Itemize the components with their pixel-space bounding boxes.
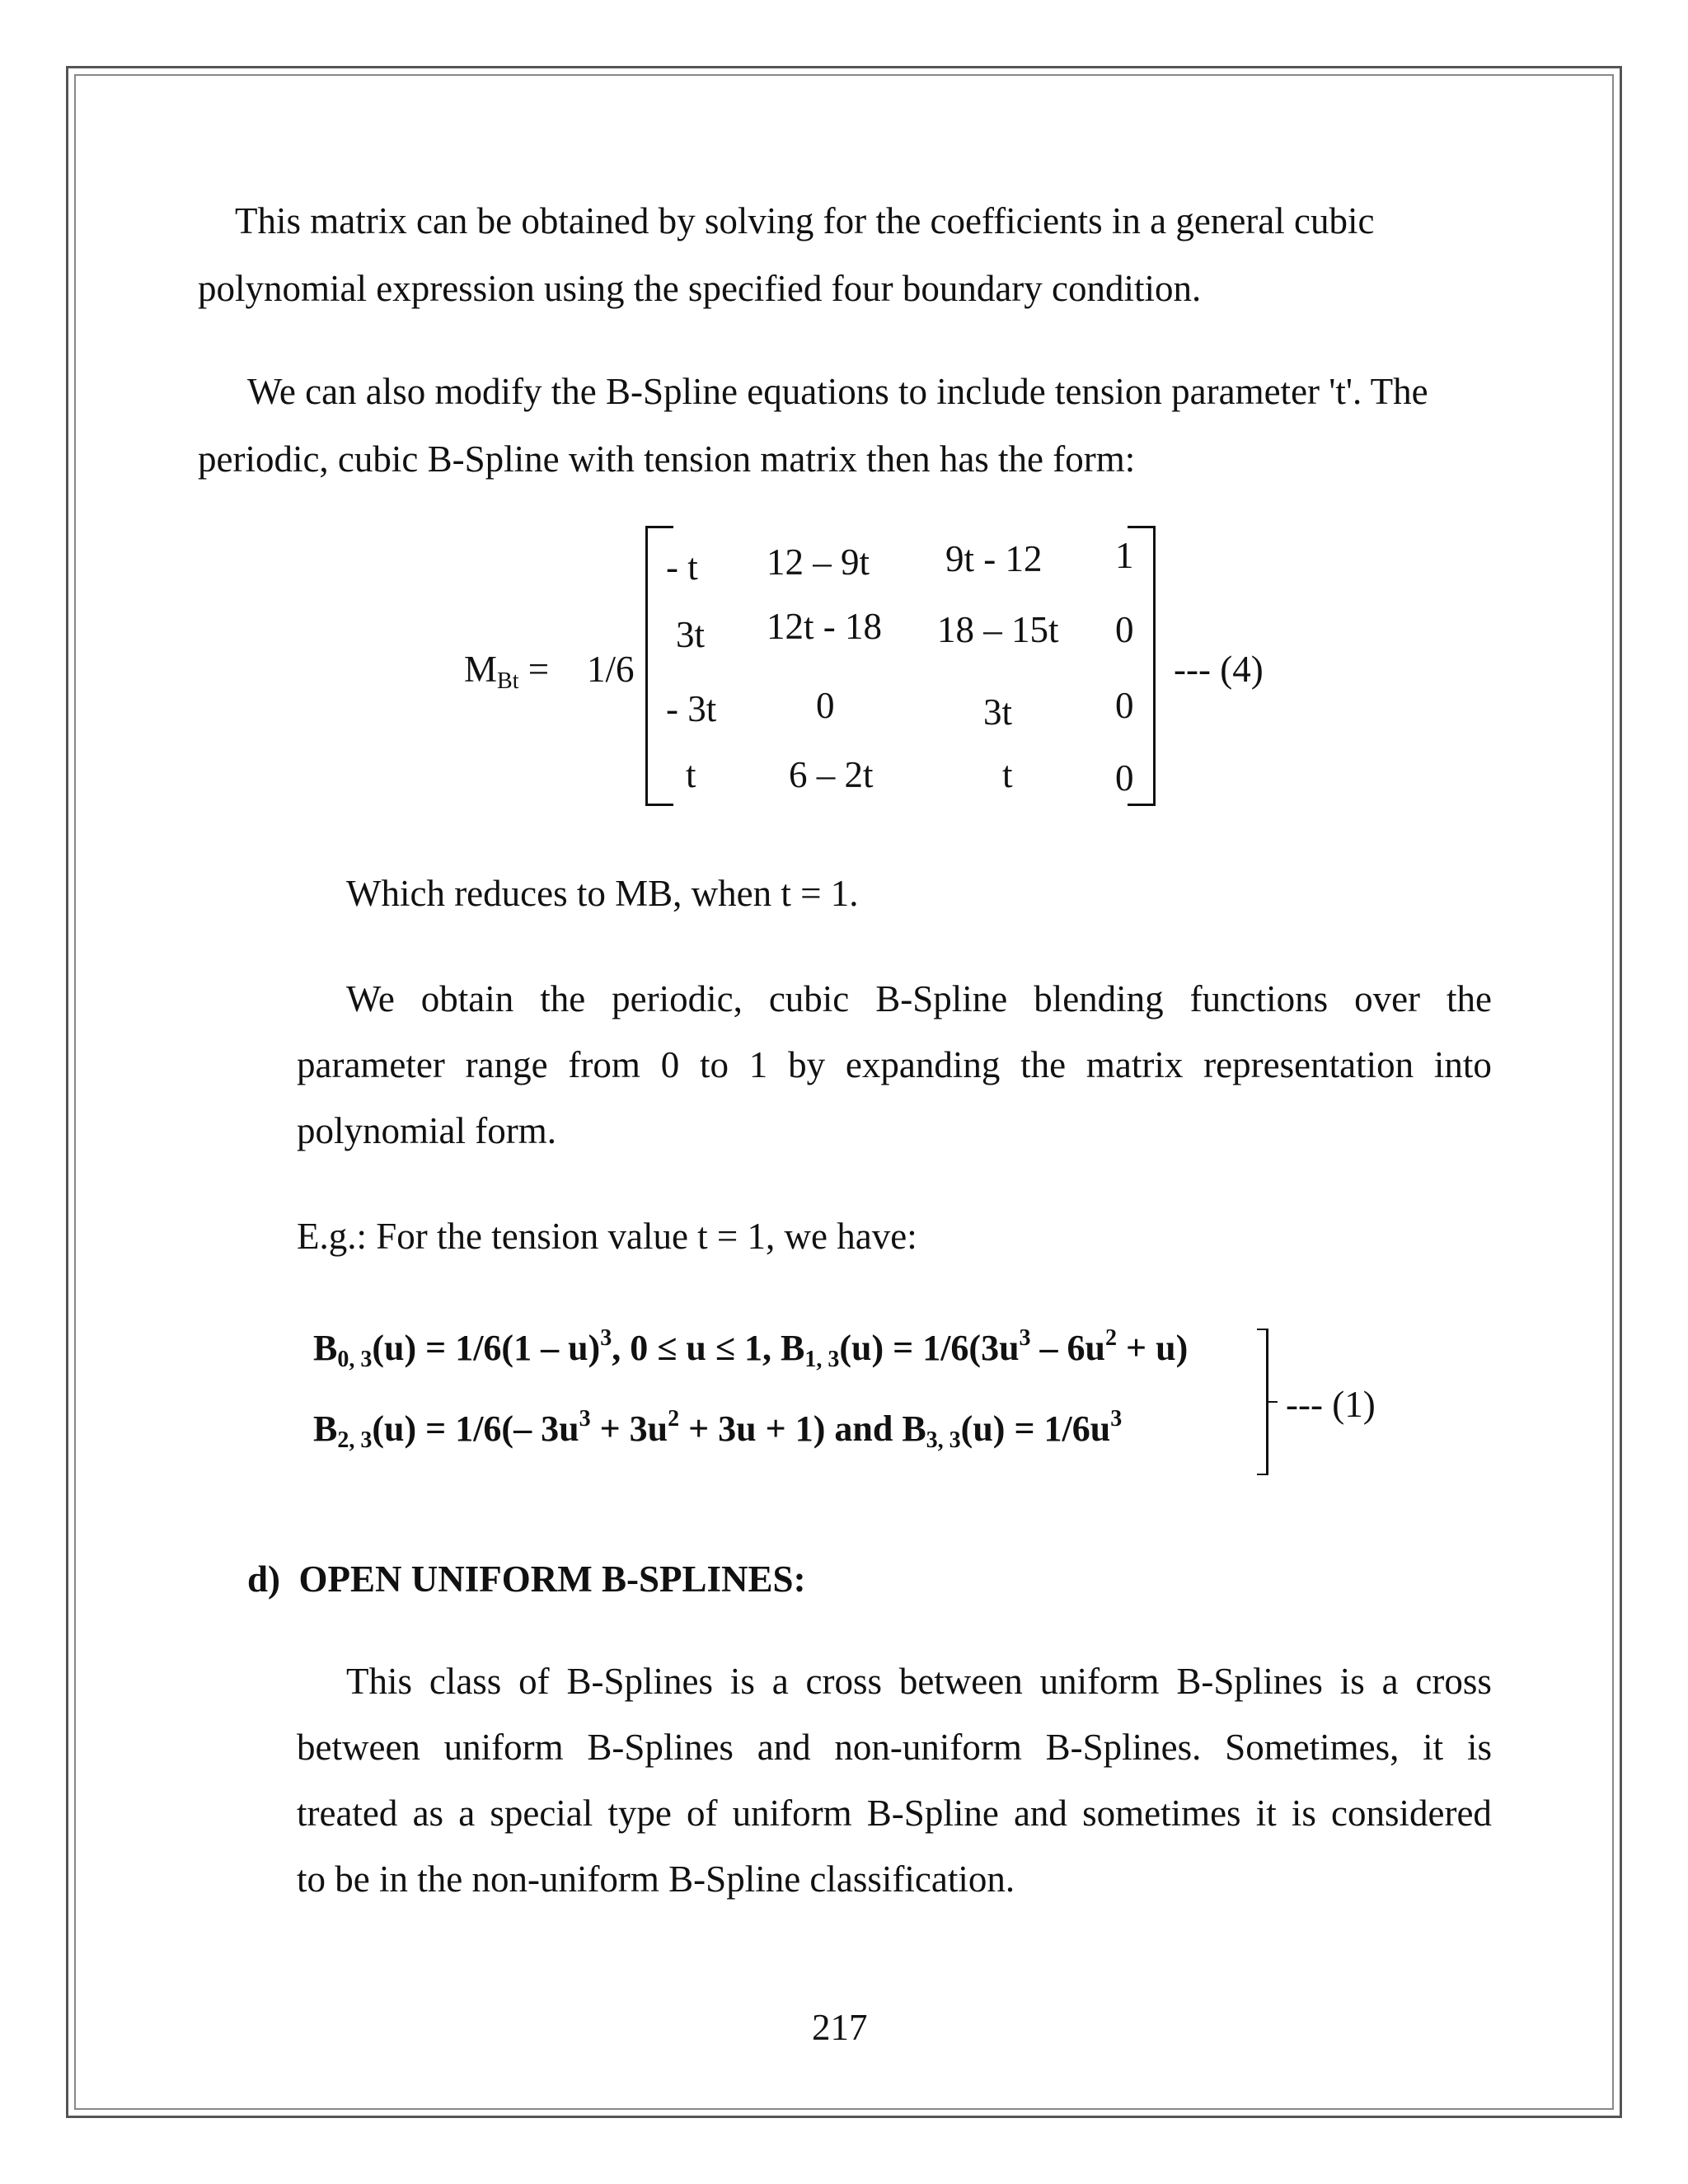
eq-text: – 6u: [1030, 1328, 1106, 1368]
word: sometimes: [1082, 1793, 1241, 1834]
word: of: [518, 1661, 550, 1702]
word: We: [346, 978, 395, 1019]
eq-text: (u) = 1/6(1 – u): [372, 1328, 601, 1368]
matrix-lhs-symbol: M: [464, 649, 498, 690]
word: considered: [1331, 1793, 1492, 1834]
eq-superscript: 2: [1105, 1325, 1118, 1351]
matrix-cell: - 3t: [666, 688, 717, 729]
blending-equation-1: [313, 1325, 1189, 1372]
matrix-lhs: [464, 649, 550, 694]
word: into: [1433, 1044, 1492, 1085]
matrix-cell: 12 – 9t: [767, 541, 870, 583]
word: periodic,: [612, 978, 743, 1019]
word: the: [540, 978, 586, 1019]
word: cross: [1415, 1661, 1492, 1702]
word: expanding: [845, 1044, 1001, 1085]
word: and: [1013, 1793, 1067, 1834]
equation-brace: [1257, 1329, 1268, 1475]
paragraph-1-line-1: This matrix can be obtained by solving for the coefficients in a general cubic: [235, 200, 1375, 241]
word: parameter: [297, 1044, 445, 1085]
matrix-cell: 18 – 15t: [937, 609, 1059, 650]
word: B-Splines: [1176, 1661, 1323, 1702]
word: uniform: [443, 1727, 564, 1768]
paragraph-3-line-3: polynomial form.: [297, 1110, 556, 1151]
matrix-cell: 3t: [676, 614, 706, 655]
equation-number-1: --- (1): [1286, 1384, 1376, 1425]
word: the: [1446, 978, 1492, 1019]
eq-text: + 3u: [590, 1408, 668, 1449]
word: This: [346, 1661, 413, 1702]
word: Sometimes,: [1225, 1727, 1400, 1768]
equation-number-4: --- (4): [1174, 649, 1264, 690]
matrix-scalar: 1/6: [587, 649, 635, 690]
matrix-cell: 1: [1115, 535, 1134, 576]
eq-text: + 3u + 1) and B: [679, 1408, 926, 1449]
eq-text: B: [313, 1328, 338, 1368]
word: as: [412, 1793, 444, 1834]
eq-text: (u) = 1/6(– 3u: [372, 1408, 579, 1449]
matrix-cell: t: [1002, 754, 1013, 795]
word: between: [297, 1727, 420, 1768]
paragraph-3-line-2: [297, 1044, 1492, 1085]
word: B-Splines: [587, 1727, 734, 1768]
word: uniform: [732, 1793, 852, 1834]
eq-text: B: [313, 1408, 338, 1449]
word: matrix: [1085, 1044, 1184, 1085]
word: by: [788, 1044, 826, 1085]
paragraph-3-line-1: [346, 978, 1492, 1019]
matrix-cell: 12t - 18: [767, 606, 882, 647]
blending-equation-2: [313, 1406, 1123, 1453]
word: 1: [748, 1044, 768, 1085]
word: is: [1466, 1727, 1492, 1768]
word: it: [1255, 1793, 1277, 1834]
matrix-cell: 0: [1115, 609, 1134, 650]
word: representation: [1203, 1044, 1414, 1085]
matrix-cell: t: [686, 754, 696, 795]
eq-text: + u): [1117, 1328, 1189, 1368]
word: is: [1339, 1661, 1365, 1702]
paragraph-4-line-4: to be in the non-uniform B-Spline classification.: [297, 1858, 1015, 1900]
matrix-cell: 3t: [983, 691, 1013, 733]
section-heading: d) OPEN UNIFORM B-SPLINES:: [247, 1558, 806, 1600]
eq-subscript: 0, 3: [337, 1347, 373, 1372]
eq-text: , 0 ≤ u ≤ 1, B: [612, 1328, 805, 1368]
word: from: [568, 1044, 640, 1085]
word: 0: [660, 1044, 680, 1085]
matrix-lhs-subscript: Bt: [497, 668, 519, 694]
matrix-lhs-equals: =: [518, 649, 550, 690]
matrix-cell: 0: [1115, 685, 1134, 726]
matrix-cell: 9t - 12: [945, 538, 1043, 579]
word: non-uniform: [834, 1727, 1022, 1768]
word: is: [1291, 1793, 1316, 1834]
eq-subscript: 2, 3: [337, 1427, 373, 1453]
eq-superscript: 2: [668, 1406, 680, 1432]
eq-superscript: 3: [1019, 1325, 1031, 1351]
word: B-Splines.: [1045, 1727, 1202, 1768]
word: cross: [805, 1661, 882, 1702]
word: it: [1423, 1727, 1444, 1768]
example-line: E.g.: For the tension value t = 1, we have:: [297, 1216, 917, 1257]
paragraph-2-line-2: periodic, cubic B-Spline with tension matrix then has the form:: [198, 438, 1136, 480]
word: uniform: [1039, 1661, 1160, 1702]
matrix-cell: 0: [816, 685, 835, 726]
matrix-cell: 0: [1115, 757, 1134, 799]
paragraph-4-line-2: [297, 1729, 1492, 1766]
word: class: [429, 1661, 502, 1702]
word: special: [490, 1793, 593, 1834]
eq-superscript: 3: [1110, 1406, 1123, 1432]
word: to: [699, 1044, 729, 1085]
word: a: [771, 1661, 789, 1702]
word: a: [1381, 1661, 1399, 1702]
word: the: [1020, 1044, 1067, 1085]
reduces-line: Which reduces to MB, when t = 1.: [346, 873, 859, 914]
equation-brace-tick: [1268, 1401, 1278, 1403]
eq-superscript: 3: [600, 1325, 612, 1351]
matrix-cell: - t: [666, 546, 698, 588]
word: is: [729, 1661, 755, 1702]
matrix-cell: 6 – 2t: [789, 754, 874, 795]
word: between: [898, 1661, 1023, 1702]
paragraph-4-line-1: [346, 1663, 1492, 1700]
page-number: 217: [812, 2007, 868, 2048]
word: a: [458, 1793, 476, 1834]
eq-text: (u) = 1/6u: [960, 1408, 1111, 1449]
word: range: [465, 1044, 548, 1085]
eq-subscript: 1, 3: [804, 1347, 840, 1372]
word: over: [1354, 978, 1421, 1019]
eq-text: (u) = 1/6(3u: [839, 1328, 1020, 1368]
word: obtain: [420, 978, 514, 1019]
word: B-Splines: [566, 1661, 714, 1702]
eq-superscript: 3: [579, 1406, 591, 1432]
paragraph-2-line-1: We can also modify the B-Spline equations to include tension parameter 't'. The: [247, 371, 1428, 412]
word: cubic: [768, 978, 850, 1019]
word: type: [607, 1793, 672, 1834]
paragraph-1-line-2: polynomial expression using the specified four boundary condition.: [198, 268, 1202, 309]
word: functions: [1189, 978, 1329, 1019]
word: of: [687, 1793, 718, 1834]
word: and: [757, 1727, 811, 1768]
word: treated: [297, 1793, 398, 1834]
eq-subscript: 3, 3: [926, 1427, 961, 1453]
paragraph-4-line-3: [297, 1795, 1492, 1832]
word: B-Spline: [866, 1793, 999, 1834]
word: blending: [1034, 978, 1164, 1019]
word: B-Spline: [875, 978, 1008, 1019]
